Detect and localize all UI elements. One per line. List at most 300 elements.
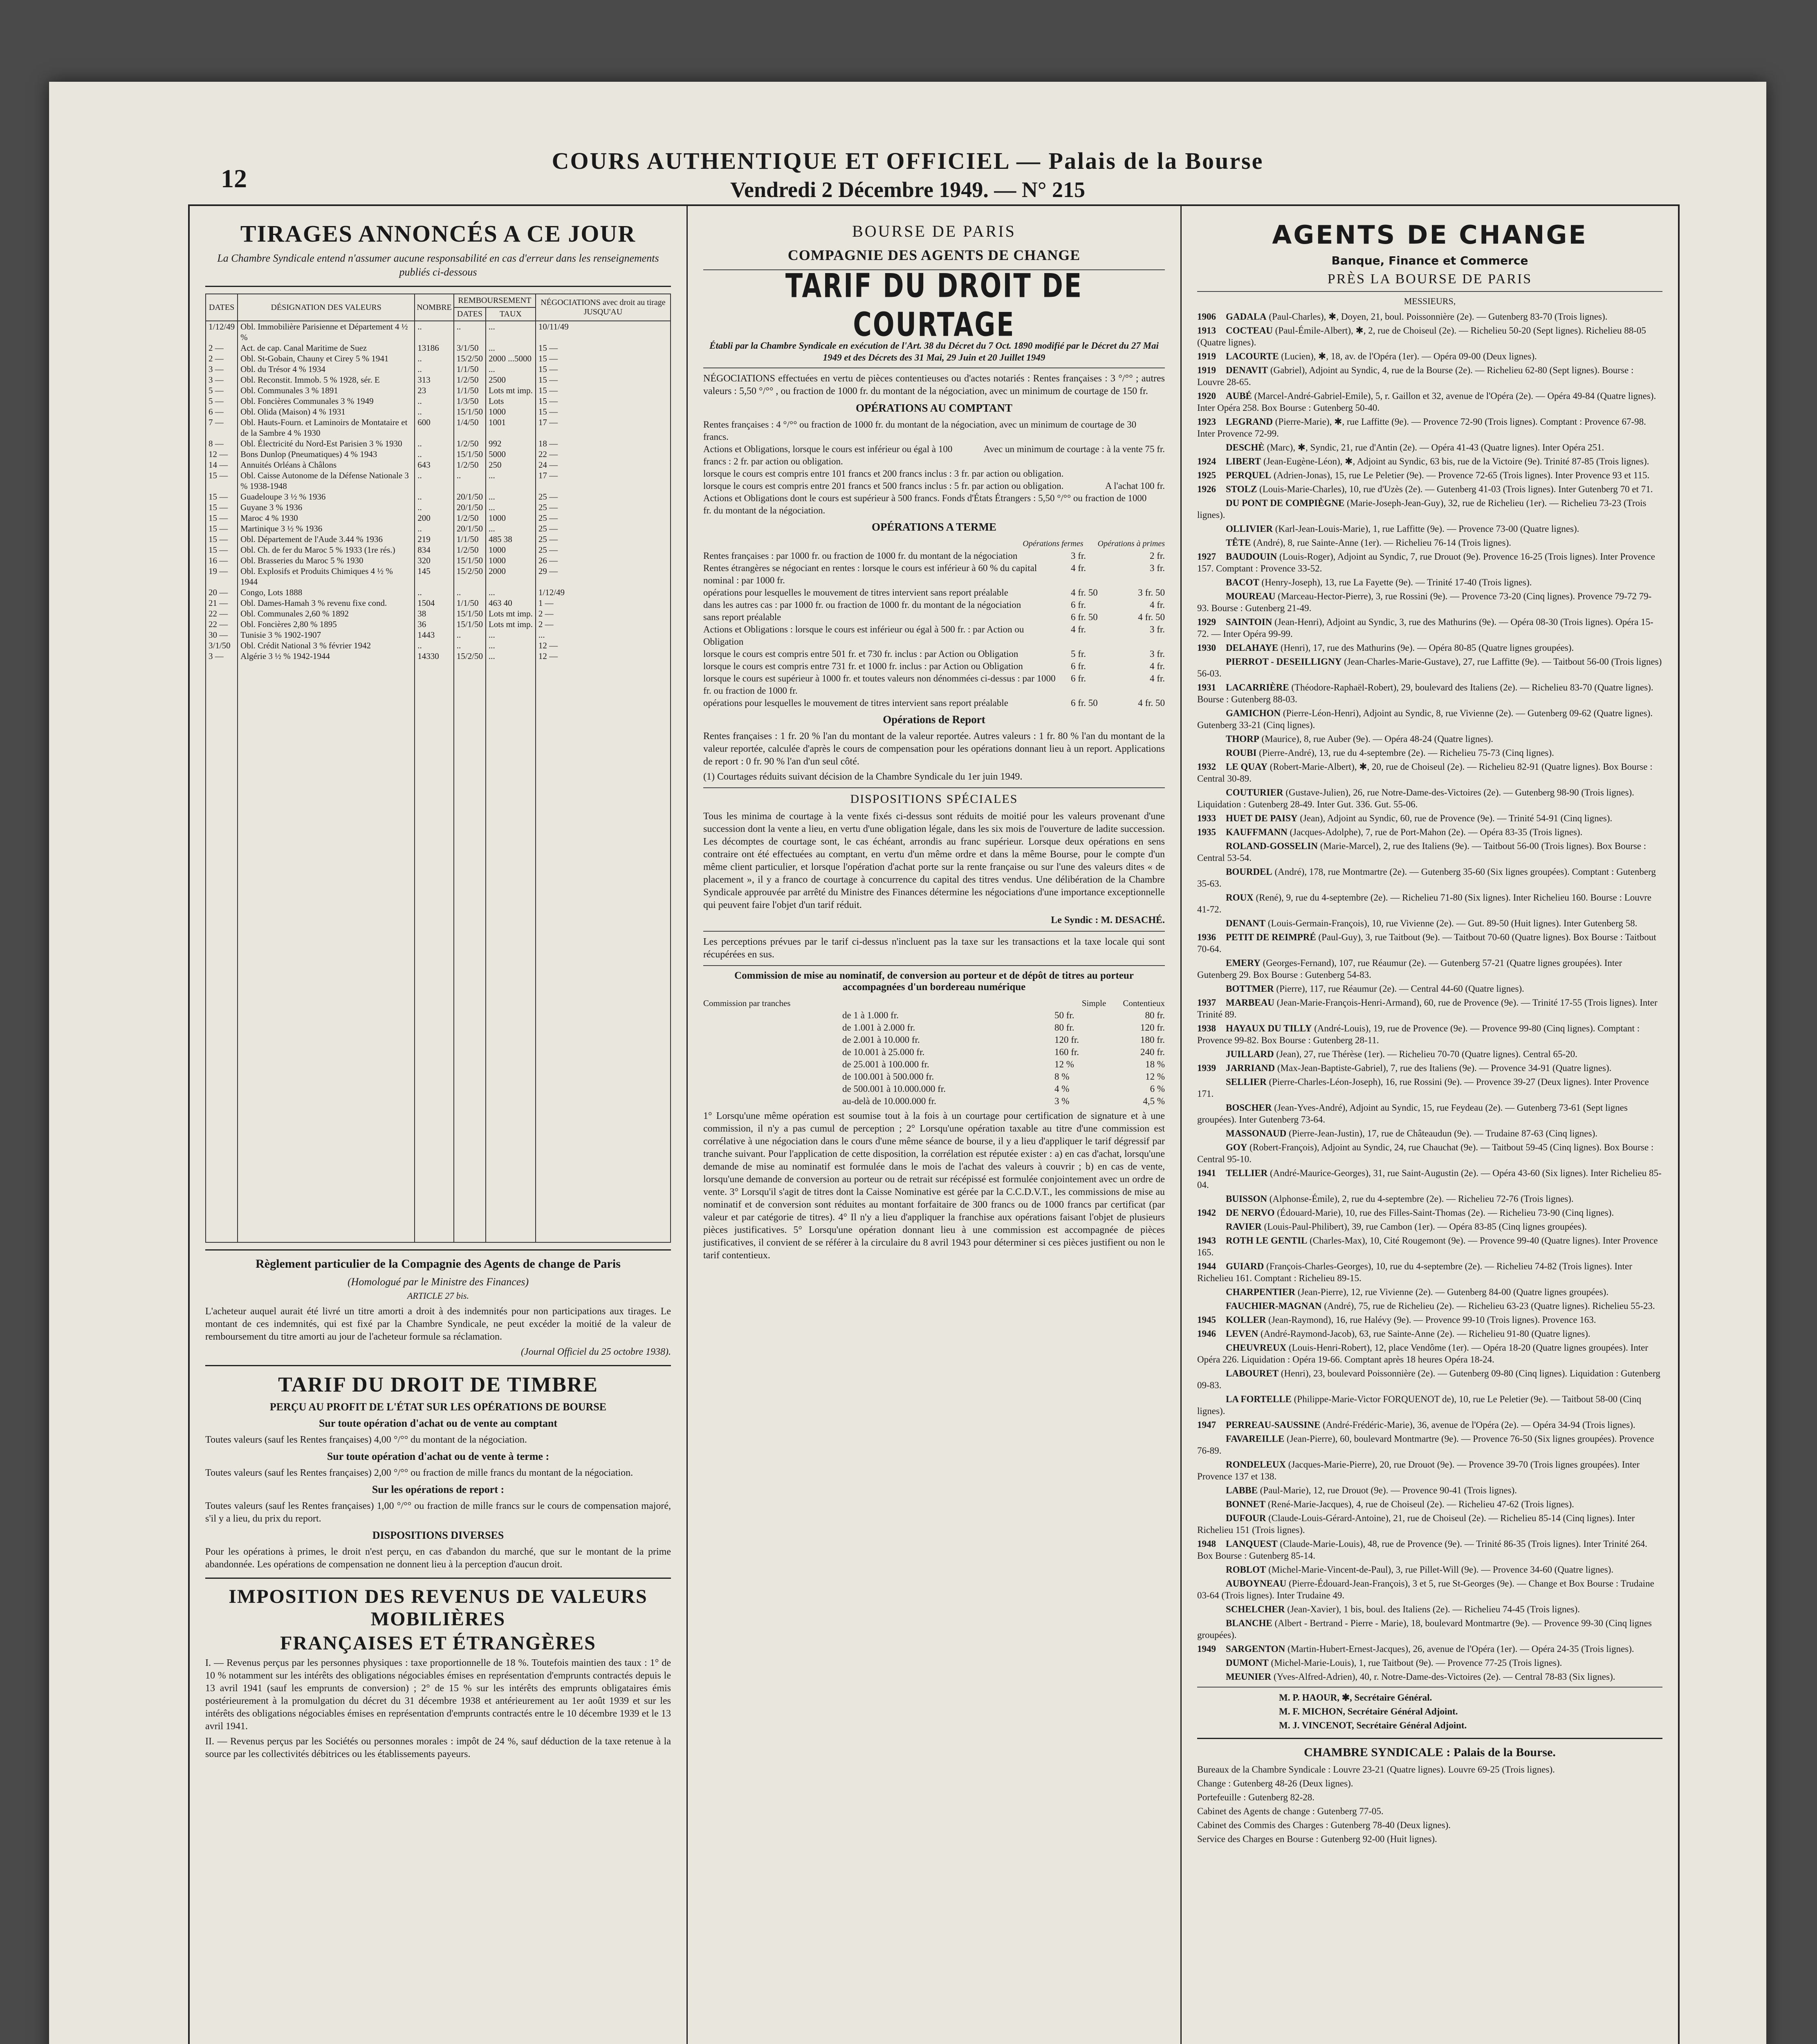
table-row	[206, 449, 671, 459]
agent-details: (Marie-Marcel), 2, rue des Italiens (9e). — Taitbout 56-00 (Trois lignes). Box Bourse : Central 53-54.	[1197, 841, 1647, 863]
table-row	[206, 374, 671, 385]
agent-details: (Marie-Joseph-Jean-Guy), 32, rue de Richelieu (1er). — Richelieu 73-23 (Trois lignes).	[1197, 498, 1647, 520]
agent-details: (André-Raymond-Jacob), 63, rue Sainte-Anne (2e). — Richelieu 91-80 (Quatre lignes).	[1261, 1329, 1590, 1339]
table-cell: 25 —	[536, 534, 671, 545]
table-cell: ...	[486, 587, 536, 598]
table-cell: 1/2/50	[454, 513, 486, 523]
agent-entry	[1197, 1617, 1662, 1641]
table-cell: Obl. Département de l'Aude 3.44 % 1936	[238, 534, 415, 545]
table-cell: 25 —	[536, 502, 671, 513]
commission-title: Commission de mise au nominatif, de conversion au porteur et de dépôt de titres au porteur accompagnées d'un bordereau numérique	[734, 970, 1134, 993]
table-cell: Obl. Explosifs et Produits Chimiques 4 ½ % 1944	[238, 566, 415, 587]
agent-details: (Adrien-Jonas), 15, rue Le Peletier (9e). — Provence 72-65 (Trois lignes). Inter Provence 93 et 115.	[1273, 470, 1650, 480]
agent-entry	[1197, 1603, 1662, 1615]
terme-row	[703, 599, 1165, 611]
column-tirages	[190, 206, 688, 2044]
commission-values	[1054, 1095, 1165, 1107]
commission-head-simple: Simple	[1081, 998, 1106, 1008]
table-cell: 643	[415, 459, 454, 470]
table-cell: Lots	[486, 396, 536, 406]
agent-details: (Jean-Pierre), 12, rue Vivienne (2e). — Gutenberg 84-00 (Quatre lignes groupées).	[1297, 1287, 1609, 1297]
table-row	[206, 353, 671, 364]
agent-year: 1937	[1197, 997, 1216, 1008]
agent-entry	[1197, 747, 1662, 759]
agent-details: (Max-Jean-Baptiste-Gabriel), 7, rue des Italiens (9e). — Provence 34-91 (Quatre lignes).	[1277, 1063, 1612, 1073]
table-cell: 15/2/50	[454, 566, 486, 587]
commission-range: de 10.001 à 25.000 fr.	[842, 1047, 925, 1057]
commission-values	[1054, 1009, 1165, 1022]
table-cell: 2 —	[536, 619, 671, 630]
commission-simple: 3 %	[1054, 1096, 1070, 1106]
table-cell: ..	[415, 396, 454, 406]
agent-entry	[1197, 787, 1662, 810]
agent-details: (Louis-Paul-Philibert), 39, rue Cambon (1er). — Opéra 83-85 (Cinq lignes groupées).	[1264, 1221, 1587, 1232]
agent-entry	[1197, 1433, 1662, 1457]
table-row	[206, 396, 671, 406]
agent-entry	[1197, 812, 1662, 824]
agent-entry	[1197, 1643, 1662, 1655]
table-cell: 15 —	[536, 385, 671, 396]
agent-details: (Pierre-Marie), ✱, rue Laffitte (9e). — Provence 72-90 (Trois lignes). Comptant : Provence 67-98. Inter Provence 72-99.	[1197, 417, 1646, 439]
agent-details: (Paul-Charles), ✱, Doyen, 21, boul. Poissonnière (2e). — Gutenberg 83-70 (Trois lignes).	[1269, 312, 1608, 322]
timbre-disp: Pour les opérations à primes, le droit n'est perçu, en cas d'abandon du marché, que sur le montant de la prime abandonnée. Les opérations de compensation ne donnent lieu à la perception d'aucun droit.	[205, 1546, 671, 1570]
agent-year: 1931	[1197, 682, 1216, 693]
timbre-s2: Sur toute opération d'achat ou de vente à terme :	[327, 1450, 550, 1462]
agent-entry	[1197, 1367, 1662, 1391]
table-cell: 17 —	[536, 417, 671, 438]
table-cell: 1504	[415, 598, 454, 608]
agent-year: 1932	[1197, 762, 1216, 772]
table-cell: ...	[536, 630, 671, 640]
agent-year: 1944	[1197, 1261, 1216, 1271]
agents-messieurs: MESSIEURS,	[1404, 296, 1456, 306]
agent-details: (Pierre-André), 13, rue du 4-septembre (2e). — Richelieu 75-73 (Cinq lignes).	[1259, 748, 1554, 758]
table-cell: 22 —	[206, 619, 238, 630]
agent-name: ROTH LE GENTIL	[1226, 1235, 1308, 1246]
commission-values	[1054, 1083, 1165, 1095]
chambre-line: Portefeuille : Gutenberg 82-28.	[1197, 1792, 1315, 1802]
report-note: (1) Courtages réduits suivant décision de la Chambre Syndicale du 1er juin 1949.	[703, 771, 1023, 782]
agent-year: 1941	[1197, 1168, 1216, 1178]
agent-name: AUBOYNEAU	[1226, 1578, 1287, 1589]
table-cell: 6 —	[206, 406, 238, 417]
agent-name: BACOT	[1226, 577, 1259, 587]
comptant-row	[703, 443, 1165, 468]
agent-details: (Jean-Marie-François-Henri-Armand), 60, rue de Provence (9e). — Trinité 17-55 (Trois lignes). Inter Trinité 89.	[1197, 997, 1658, 1020]
agent-year: 1943	[1197, 1235, 1216, 1246]
table-cell: 1000	[486, 545, 536, 555]
agent-entry	[1197, 325, 1662, 348]
terme-head-fermes: Opérations fermes	[1023, 539, 1083, 548]
table-filler	[206, 661, 671, 1242]
terme-fermes: 6 fr. 50	[1071, 698, 1098, 708]
terme-desc: dans les autres cas : par 1000 fr. ou fraction de 1000 fr. du montant de la négociation	[703, 600, 1021, 610]
terme-desc: lorsque le cours est compris entre 501 fr. et 730 fr. inclus : par Action ou Obligation	[703, 649, 1018, 659]
comptant-row	[703, 492, 1165, 517]
agent-name: LEVEN	[1226, 1329, 1258, 1339]
agent-name: DE NERVO	[1226, 1208, 1275, 1218]
table-cell: 1443	[415, 630, 454, 640]
agent-name: FAVAREILLE	[1226, 1434, 1285, 1444]
table-cell: 18 —	[536, 438, 671, 449]
table-cell: 1/4/50	[454, 417, 486, 438]
imposition-title-2: FRANÇAISES ET ÉTRANGÈRES	[280, 1632, 596, 1654]
agent-entry	[1197, 1102, 1662, 1125]
table-cell: Obl. Immobilière Parisienne et Département 4 ½ %	[238, 321, 415, 343]
timbre-disp-title: DISPOSITIONS DIVERSES	[372, 1529, 504, 1541]
agent-entry	[1197, 983, 1662, 995]
agent-name: GOY	[1226, 1142, 1247, 1152]
agent-details: (Théodore-Raphaël-Robert), 29, boulevard des Italiens (2e). — Richelieu 83-70 (Quatre lignes). Bourse : Gutenberg 88-03.	[1197, 682, 1653, 704]
agent-entry	[1197, 1393, 1662, 1417]
table-row	[206, 523, 671, 534]
terme-values	[1071, 587, 1165, 599]
table-row	[206, 630, 671, 640]
imposition-p2: II. — Revenus perçus par les Sociétés ou personnes morales : impôt de 24 %, sauf déduction de la taxe retenue à la source par les collectivités débitrices ou les établissements payeurs.	[205, 1736, 671, 1759]
agent-name: DU PONT DE COMPIÈGNE	[1226, 498, 1345, 508]
agent-name: PERREAU-SAUSSINE	[1226, 1420, 1321, 1430]
disp-speciales-text: Tous les minima de courtage à la vente fixés ci-dessus sont réduits de moitié pour les valeurs provenant d'une succession dont la vente a lieu, en vertu d'une obligation légale, dans les six mois de l'ouverture de ladite succession. Les décomptes de courtage sont, le cas échéant, arrondis au franc supérieur. Lorsque deux opérations en sens contraire ont été effectuées au comptant, en vertu d'un même ordre et dans la même Bourse, pour le compte d'un même client particulier, et lorsque l'opération d'achat porte sur la rente française ou sur l'une des valeurs dites « de placement », il y a franco de courtage à concurrence du capital des titres vendus. Une délibération de la Chambre Syndicale approuvée par arrêté du Ministre des Finances détermine les négociations d'une importance exceptionnelle qui peuvent faire l'objet d'un tarif réduit.	[703, 811, 1165, 910]
comptant-min: A l'achat 100 fr.	[1105, 481, 1165, 491]
table-cell: 15 —	[536, 374, 671, 385]
agent-entry	[1197, 1141, 1662, 1165]
terme-primes: 4 fr.	[1149, 600, 1165, 610]
table-cell: 25 —	[536, 513, 671, 523]
report-text: Rentes françaises : 1 fr. 20 % l'an du montant de la valeur reportée. Autres valeurs : 1 fr. 80 % l'an du montant de la valeur reportée, calculée d'après le cours de compensation pour les opérations donnant lieu à un report. Applications de report : 0 fr. 90 % l'an d'un seul côté.	[703, 731, 1165, 767]
terme-head	[703, 538, 1165, 550]
table-cell: 15 —	[536, 406, 671, 417]
agent-entry	[1197, 761, 1662, 784]
table-cell: 1/3/50	[454, 396, 486, 406]
terme-fermes: 6 fr. 50	[1071, 612, 1098, 622]
agent-details: (Henri), 23, boulevard Poissonnière (2e). — Gutenberg 09-80 (Cinq lignes). Liquidation : Gutenberg 09-83.	[1197, 1368, 1660, 1390]
table-cell: Congo, Lots 1888	[238, 587, 415, 598]
agent-details: (Louis-Roger), Adjoint au Syndic, 7, rue Drouot (9e). Provence 16-25 (Trois lignes). Inter Provence 157. Comptant : Provence 33-52.	[1197, 551, 1655, 574]
agent-name: CHEUVREUX	[1226, 1342, 1287, 1353]
table-cell: Guadeloupe 3 ½ % 1936	[238, 491, 415, 502]
agent-name: BLANCHE	[1226, 1618, 1272, 1628]
agent-details: (Georges-Fernand), 107, rue Réaumur (2e). — Gutenberg 57-21 (Quatre lignes groupées). Inter Gutenberg 29. Box Bourse : Gutenberg 54-83.	[1197, 958, 1622, 980]
terme-values	[1071, 623, 1165, 648]
terme-row	[703, 587, 1165, 599]
commission-row	[703, 1009, 1165, 1022]
agent-name: RONDELEUX	[1226, 1459, 1286, 1470]
terme-fermes: 4 fr.	[1071, 624, 1086, 634]
table-cell: Obl. Électricité du Nord-Est Parisien 3 % 1930	[238, 438, 415, 449]
agent-name: ROLAND-GOSSELIN	[1226, 841, 1318, 851]
table-cell: Obl. St-Gobain, Chauny et Cirey 5 % 1941	[238, 353, 415, 364]
agent-name: SELLIER	[1226, 1077, 1267, 1087]
commission-values	[1054, 1046, 1165, 1058]
agent-name: GAMICHON	[1226, 708, 1281, 718]
agent-entry	[1197, 957, 1662, 981]
agent-entry	[1197, 1512, 1662, 1536]
commission-row	[703, 1058, 1165, 1071]
agent-name: BOTTMER	[1226, 984, 1274, 994]
agent-year: 1919	[1197, 351, 1216, 361]
table-cell: 15 —	[206, 534, 238, 545]
terme-desc: Actions et Obligations : lorsque le cours est inférieur ou égal à 500 fr. : par Action ou Obligation	[703, 624, 1024, 647]
agent-name: TÊTE	[1226, 538, 1251, 548]
agent-year: 1946	[1197, 1329, 1216, 1339]
agent-entry	[1197, 1286, 1662, 1298]
agent-name: MASSONAUD	[1226, 1128, 1287, 1139]
table-cell: 14 —	[206, 459, 238, 470]
table-cell: 1/1/50	[454, 598, 486, 608]
col-remboursement: REMBOURSEMENT	[454, 294, 536, 307]
table-cell: ..	[415, 406, 454, 417]
agent-name: DENAVIT	[1226, 365, 1268, 375]
table-cell: 24 —	[536, 459, 671, 470]
agent-details: (Paul-Marie), 12, rue Drouot (9e). — Provence 90-41 (Trois lignes).	[1260, 1485, 1517, 1495]
terme-primes: 2 fr.	[1149, 551, 1165, 561]
table-cell: Act. de cap. Canal Maritime de Suez	[238, 343, 415, 353]
agent-details: (Lucien), ✱, 18, av. de l'Opéra (1er). — Opéra 09-00 (Deux lignes).	[1281, 351, 1537, 361]
agent-entry	[1197, 455, 1662, 467]
terme-row	[703, 660, 1165, 672]
agent-name: DUFOUR	[1226, 1513, 1266, 1523]
table-cell: 3 —	[206, 364, 238, 374]
reglement-source: (Journal Officiel du 25 octobre 1938).	[520, 1347, 671, 1357]
table-cell: ..	[415, 470, 454, 491]
agent-name: LEGRAND	[1226, 417, 1273, 427]
agent-details: (Jean-Charles-Marie-Gustave), 27, rue Laffitte (9e). — Taitbout 56-00 (Trois lignes) 56-03.	[1197, 657, 1662, 679]
table-cell: 15/1/50	[454, 608, 486, 619]
table-row	[206, 598, 671, 608]
commission-simple: 4 %	[1054, 1084, 1070, 1094]
table-cell: 1000	[486, 555, 536, 566]
table-row	[206, 651, 671, 661]
agent-details: (Louis-Germain-François), 10, rue Vivienne (2e). — Gut. 89-50 (Huit lignes). Inter Gutenberg 58.	[1267, 918, 1638, 928]
table-cell: Obl. Brasseries du Maroc 5 % 1930	[238, 555, 415, 566]
table-cell: ..	[454, 321, 486, 343]
agent-name: AUBÉ	[1226, 391, 1252, 401]
agent-name: EMERY	[1226, 958, 1261, 968]
table-cell: 17 —	[536, 470, 671, 491]
agent-entry	[1197, 840, 1662, 864]
tirages-title: TIRAGES ANNONCÉS A CE JOUR	[240, 220, 636, 247]
agent-details: (René), 9, rue du 4-septembre (2e). — Richelieu 71-80 (Six lignes). Inter Richelieu 160. Bourse : Louvre 41-72.	[1197, 892, 1652, 914]
commission-simple: 12 %	[1054, 1059, 1074, 1069]
terme-primes: 4 fr. 50	[1138, 698, 1165, 708]
agent-details: (André), 75, rue de Richelieu (2e). — Richelieu 63-23 (Quatre lignes). Richelieu 55-23.	[1324, 1301, 1655, 1311]
table-cell: ...	[486, 491, 536, 502]
agent-details: (Jean), Adjoint au Syndic, 60, rue de Provence (9e). — Trinité 54-91 (Cinq lignes).	[1300, 813, 1613, 823]
imposition-title-1: IMPOSITION DES REVENUS DE VALEURS MOBILIÈRES	[229, 1586, 648, 1630]
table-cell: Martinique 3 ½ % 1936	[238, 523, 415, 534]
agent-entry	[1197, 1300, 1662, 1312]
table-cell: Algérie 3 ½ % 1942-1944	[238, 651, 415, 661]
commission-range: au-delà de 10.000.000 fr.	[842, 1096, 936, 1106]
commission-range: de 1 à 1.000 fr.	[842, 1010, 899, 1020]
commission-contentieux: 6 %	[1150, 1084, 1165, 1094]
col-dates: DATES	[206, 294, 238, 321]
comptant-desc: Actions et Obligations dont le cours est supérieur à 500 francs. Fonds d'États Étrangers : 5,50 °/°° ou fraction de 1000 fr. du montant de la négociation.	[703, 493, 1147, 515]
table-cell: 219	[415, 534, 454, 545]
agent-entry	[1197, 1076, 1662, 1100]
staff-list	[1197, 1692, 1662, 1731]
table-cell: 25 —	[536, 545, 671, 555]
table-cell: Obl. Communales 2,60 % 1892	[238, 608, 415, 619]
agent-details: (Jean-Henri), Adjoint au Syndic, 3, rue des Mathurins (9e). — Opéra 08-30 (Trois lignes). Opéra 15-72. — Inter Opéra 99-99.	[1197, 617, 1653, 639]
table-cell: 23	[415, 385, 454, 396]
table-cell: 15 —	[206, 502, 238, 513]
table-cell: 15 —	[206, 513, 238, 523]
terme-primes: 4 fr. 50	[1138, 612, 1165, 622]
comptant-row	[703, 419, 1165, 443]
table-row	[206, 459, 671, 470]
commission-range: de 1.001 à 2.000 fr.	[842, 1022, 915, 1033]
agent-name: SARGENTON	[1226, 1644, 1285, 1654]
commission-label: Commission par tranches	[703, 998, 791, 1008]
table-cell-empty	[454, 661, 486, 1242]
reglement-homologue: (Homologué par le Ministre des Finances)	[347, 1276, 529, 1288]
table-cell: Obl. Crédit National 3 % février 1942	[238, 640, 415, 651]
timbre-subtitle: PERÇU AU PROFIT DE L'ÉTAT SUR LES OPÉRATIONS DE BOURSE	[269, 1401, 607, 1413]
agent-details: (Michel-Marie-Vincent-de-Paul), 3, rue Pillet-Will (9e). — Provence 34-60 (Quatre lignes).	[1268, 1564, 1614, 1575]
three-column-frame	[188, 204, 1680, 2044]
agent-entry	[1197, 1564, 1662, 1576]
table-cell: 5 —	[206, 396, 238, 406]
col-designation: DÉSIGNATION DES VALEURS	[238, 294, 415, 321]
table-cell: ..	[415, 321, 454, 343]
table-cell: 250	[486, 459, 536, 470]
table-cell: 20/1/50	[454, 523, 486, 534]
table-cell: ..	[415, 502, 454, 513]
agent-year: 1949	[1197, 1644, 1216, 1654]
table-cell: 834	[415, 545, 454, 555]
table-cell: ...	[486, 502, 536, 513]
agent-entry	[1197, 656, 1662, 679]
table-cell: 992	[486, 438, 536, 449]
table-cell: Obl. Foncières 2,80 % 1895	[238, 619, 415, 630]
agent-details: (André-Frédéric-Marie), 36, avenue de l'Opéra (2e). — Opéra 34-94 (Trois lignes).	[1323, 1420, 1635, 1430]
commission-values	[1054, 1071, 1165, 1083]
table-row	[206, 534, 671, 545]
agent-details: (Paul-Guy), 3, rue Taitbout (9e). — Taitbout 70-60 (Quatre lignes). Box Bourse : Taitbout 70-64.	[1197, 932, 1656, 954]
agent-name: LE QUAY	[1226, 762, 1268, 772]
table-cell: 36	[415, 619, 454, 630]
agent-details: (Paul-Émile-Albert), ✱, 2, rue de Choiseul (2e). — Richelieu 50-20 (Sept lignes). Richelieu 88-05 (Quatre lignes).	[1197, 325, 1646, 347]
table-cell: Obl. Communales 3 % 1891	[238, 385, 415, 396]
terme-desc: opérations pour lesquelles le mouvement de titres intervient sans report préalable	[703, 698, 1008, 708]
table-cell: Obl. Olida (Maison) 4 % 1931	[238, 406, 415, 417]
table-cell: ..	[415, 353, 454, 364]
table-cell: Annuités Orléans à Châlons	[238, 459, 415, 470]
terme-row	[703, 562, 1165, 587]
agent-name: LABBE	[1226, 1485, 1258, 1495]
agent-details: (Jean), 27, rue Thérèse (1er). — Richelieu 70-70 (Quatre lignes). Central 65-20.	[1276, 1049, 1577, 1059]
terme-row	[703, 611, 1165, 623]
agent-details: (Jean-Pierre), 60, boulevard Montmartre (9e). — Provence 76-50 (Six lignes groupées). Provence 76-89.	[1197, 1434, 1654, 1456]
table-cell: ..	[454, 470, 486, 491]
agent-name: LIBERT	[1226, 456, 1261, 466]
compagnie-title: COMPAGNIE DES AGENTS DE CHANGE	[787, 247, 1081, 263]
table-row	[206, 566, 671, 587]
agent-name: RAVIER	[1226, 1221, 1262, 1232]
column-tarif-courtage	[688, 206, 1182, 2044]
agent-details: (Pierre-Jean-Justin), 17, rue de Châteaudun (9e). — Trudaine 87-63 (Cinq lignes).	[1288, 1128, 1597, 1139]
table-cell: 1/2/50	[454, 374, 486, 385]
table-cell: Lots mt imp.	[486, 385, 536, 396]
agent-entry	[1197, 442, 1662, 453]
table-cell: 1/2/50	[454, 438, 486, 449]
table-row	[206, 608, 671, 619]
terme-values	[1071, 672, 1165, 697]
agent-entry	[1197, 523, 1662, 535]
table-cell: 1/12/49	[206, 321, 238, 343]
agent-entry	[1197, 642, 1662, 654]
terme-fermes: 4 fr.	[1071, 563, 1086, 573]
commission-text: 1° Lorsqu'une même opération est soumise tout à la fois à un courtage pour certification de signature et à une commission, il n'y a pas cumul de perception ; 2° Lorsqu'une opération taxable au titre d'une commission est corrélative à une négociation dans le cours d'une même séance de bourse, il y a lieu d'appliquer le tarif dégressif par tranche suivant. Pour l'application de cette disposition, la corrélation est réputée exister : a) en cas d'achat, lorsqu'une demande de mise au nominatif est formulée dans le mois de l'achat des valeurs à couvrir ; b) en cas de vente, lorsqu'une demande de conversion au porteur ou de retrait sur récépissé est formulée conjointement avec un ordre de vente. 3° Lorsqu'il s'agit de titres dont la Caisse Nominative est gérée par la C.C.D.V.T., les commissions de mise au nominatif et de conversion sont réduites au montant forfaitaire de 300 francs ou de 1000 francs par certificat (par valeur et par catégorie de titres). 4° Il n'y a lieu d'appliquer la franchise aux opérations faisant l'objet de plusieurs pièces justificatives. 5° Lorsqu'une opération donnant lieu à une commission est accompagnée de pièces justificatives, il convient de se référer à la circulaire du 8 avril 1943 pour déterminer si ces pièces justifient ou non le tarif contentieux.	[703, 1111, 1165, 1261]
agent-entry	[1197, 866, 1662, 890]
agent-name: BUISSON	[1226, 1194, 1267, 1204]
table-row	[206, 545, 671, 555]
table-row	[206, 417, 671, 438]
table-cell: 22 —	[536, 449, 671, 459]
agent-entry	[1197, 997, 1662, 1020]
agent-name: JUILLARD	[1226, 1049, 1274, 1059]
agent-entry	[1197, 551, 1662, 574]
commission-values	[1054, 1034, 1165, 1046]
tirages-subtitle: La Chambre Syndicale entend n'assumer aucune responsabilité en cas d'erreur dans les renseignements publiés ci-dessous	[217, 252, 659, 278]
commission-list	[703, 1009, 1165, 1107]
terme-values	[1071, 611, 1165, 623]
tarif-intro: NÉGOCIATIONS effectuées en vertu de pièces contentieuses ou d'actes notariés : Rentes françaises : 3 °/°° ; autres valeurs : 5,50 °/°° , ou fraction de 1000 fr. du montant de la négociation, avec un minimum de courtage de 150 fr.	[703, 373, 1165, 397]
col-remb-taux: TAUX	[486, 307, 536, 321]
table-cell: 15 —	[536, 396, 671, 406]
table-row	[206, 491, 671, 502]
agent-entry	[1197, 1167, 1662, 1191]
commission-range: de 2.001 à 10.000 fr.	[842, 1035, 920, 1045]
agent-details: (Louis-Marie-Charles), 10, rue d'Uzès (2e). — Gutenberg 41-03 (Trois lignes). Inter Gutenberg 70 et 71.	[1259, 484, 1653, 494]
header-date: Vendredi 2 Décembre 1949. — N° 215	[730, 177, 1086, 202]
agent-year: 1929	[1197, 617, 1216, 627]
agent-name: HUET DE PAISY	[1226, 813, 1298, 823]
agent-year: 1919	[1197, 365, 1216, 375]
table-cell: 1/1/50	[454, 534, 486, 545]
table-cell: 15/1/50	[454, 449, 486, 459]
disp-speciales-title: DISPOSITIONS SPÉCIALES	[850, 792, 1018, 806]
table-cell: Obl. Foncières Communales 3 % 1949	[238, 396, 415, 406]
page-header	[335, 147, 1480, 202]
table-cell: 19 —	[206, 566, 238, 587]
terme-values	[1071, 550, 1165, 562]
table-row	[206, 513, 671, 523]
table-cell: 3/1/50	[206, 640, 238, 651]
agent-entry	[1197, 1498, 1662, 1510]
agent-details: (Louis-Henri-Robert), 12, place Vendôme (1er). — Opéra 18-20 (Quatre lignes groupées). Inter Opéra 226. Liquidation : Opéra 19-66. Comptant après 18 heures Opéra 18-24.	[1197, 1342, 1649, 1365]
agent-details: (Martin-Hubert-Ernest-Jacques), 26, avenue de l'Opéra (1er). — Opéra 24-35 (Trois lignes).	[1288, 1644, 1634, 1654]
agent-entry	[1197, 1538, 1662, 1562]
table-cell: 15/1/50	[454, 555, 486, 566]
agent-details: (Claude-Louis-Gérard-Antoine), 21, rue de Choiseul (2e). — Richelieu 85-14 (Cinq lignes). Inter Richelieu 151 (Trois lignes).	[1197, 1513, 1635, 1535]
table-cell: Maroc 4 % 1930	[238, 513, 415, 523]
agent-name: LANQUEST	[1226, 1539, 1278, 1549]
table-cell: 15 —	[206, 470, 238, 491]
agent-name: MEUNIER	[1226, 1672, 1272, 1682]
commission-head	[703, 997, 1165, 1009]
table-cell: 1/2/50	[454, 545, 486, 555]
agent-name: GADALA	[1226, 312, 1267, 322]
terme-fermes: 6 fr.	[1071, 661, 1086, 671]
table-cell: Obl. Dames-Hamah 3 % revenu fixe cond.	[238, 598, 415, 608]
table-cell: 15/1/50	[454, 406, 486, 417]
agent-details: (Marc), ✱, Syndic, 21, rue d'Antin (2e). — Opéra 41-43 (Quatre lignes). Inter Opéra 251.	[1267, 442, 1604, 453]
agent-name: LACARRIÈRE	[1226, 682, 1289, 693]
table-cell: 20/1/50	[454, 491, 486, 502]
table-cell: ...	[486, 640, 536, 651]
